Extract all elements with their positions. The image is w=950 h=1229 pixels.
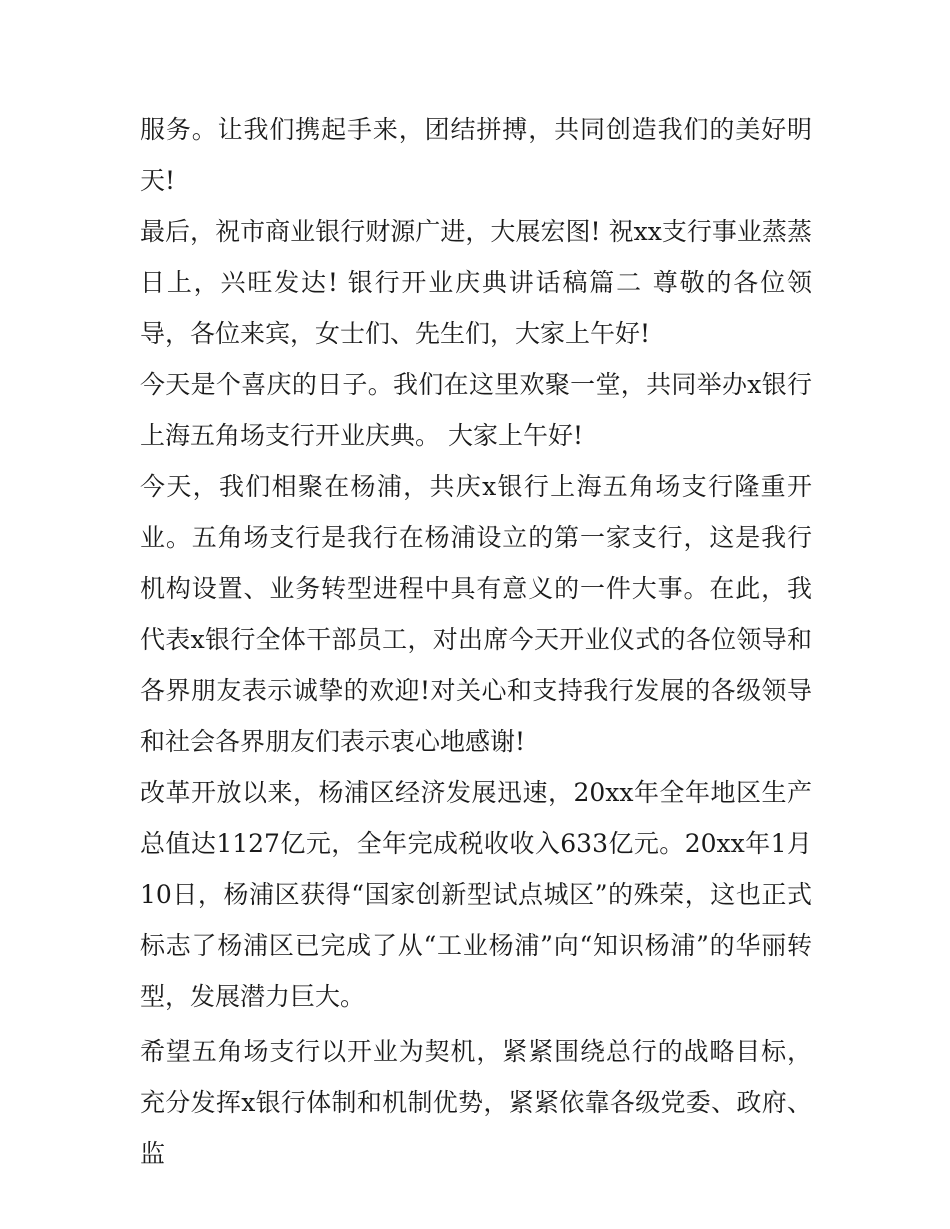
paragraph-final-blessing: 最后，祝市商业银行财源广进，大展宏图! 祝xx支行事业蒸蒸日上，兴旺发达! 银行开业庆典讲话稿篇二 尊敬的各位领导，各位来宾，女士们、先生们，大家上午好! <box>140 217 812 348</box>
paragraph-branch-opening: 今天，我们相聚在杨浦，共庆x银行上海五角场支行隆重开业。五角场支行是我行在杨浦设立的第一家支行，这是我行机构设置、业务转型进程中具有意义的一件大事。在此，我代表x银行全体干部员工，对出席今天开业仪式的各位领导和各界朋友表示诚挚的欢迎!对关心和支持我行发展的各级领导和社会各界朋友们表示衷心地感谢! <box>140 472 812 756</box>
paragraph-closing-wish: 服务。让我们携起手来，团结拼搏，共同创造我们的美好明天! <box>140 115 812 195</box>
paragraph-branch-hopes: 希望五角场支行以开业为契机，紧紧围绕总行的战略目标，充分发挥x银行体制和机制优势，紧紧依靠各级党委、政府、监 <box>140 1037 812 1168</box>
document-body <box>140 104 812 1179</box>
paragraph-celebration-day: 今天是个喜庆的日子。我们在这里欢聚一堂，共同举办x银行上海五角场支行开业庆典。 大家上午好! <box>140 370 812 450</box>
paragraph-district-economy: 改革开放以来，杨浦区经济发展迅速，20xx年全年地区生产总值达1127亿元，全年完成税收收入633亿元。20xx年1月10日，杨浦区获得“国家创新型试点城区”的殊荣，这也正式标志了杨浦区已完成了从“工业杨浦”向“知识杨浦”的华丽转型，发展潜力巨大。 <box>140 778 812 1011</box>
